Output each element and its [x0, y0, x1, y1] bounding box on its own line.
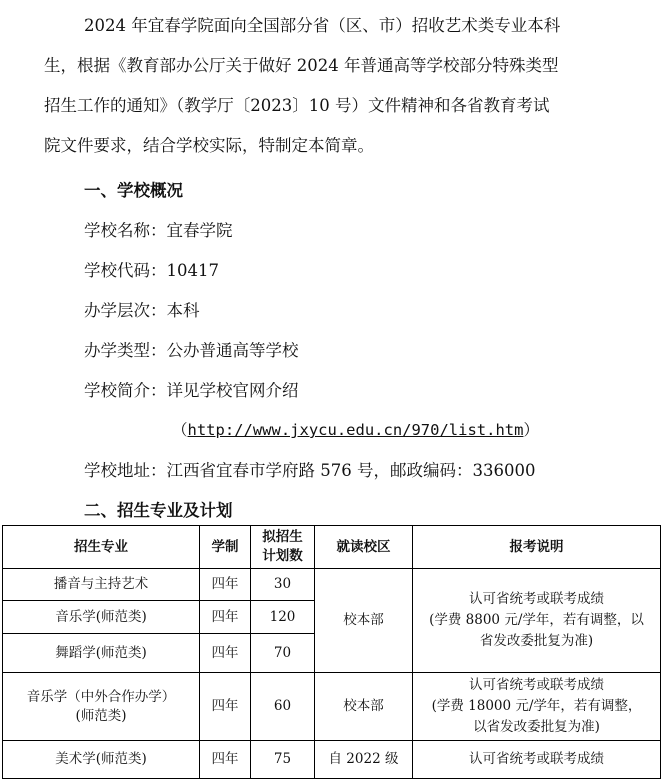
cell-campus: 自 2022 级	[315, 741, 413, 779]
cell-major: 音乐学(师范类)	[3, 601, 200, 634]
cell-notes: 认可省统考或联考成绩 (学费 8800 元/学年，若有调整，以 省发改委批复为准)	[413, 569, 661, 673]
intro-line: 生，根据《教育部办公厅关于做好 2024 年普通高等学校部分特殊类型	[44, 56, 559, 75]
cell-major: 舞蹈学(师范类)	[3, 634, 200, 673]
header-major: 招生专业	[3, 526, 200, 569]
school-code: 学校代码：10417	[84, 261, 219, 280]
cell-years: 四年	[200, 673, 251, 741]
intro-line: 院文件要求，结合学校实际，特制定本简章。	[44, 136, 374, 155]
cell-plan: 70	[251, 634, 315, 673]
header-years: 学制	[200, 526, 251, 569]
school-type: 办学类型：公办普通高等学校	[84, 341, 299, 360]
cell-major: 播音与主持艺术	[3, 569, 200, 601]
school-website	[172, 418, 539, 440]
school-website-link[interactable]: http://www.jxycu.edu.cn/970/list.htm	[187, 421, 524, 439]
cell-notes: 认可省统考或联考成绩	[413, 741, 661, 779]
intro-line: 招生工作的通知》（教学厅〔2023〕10 号）文件精神和各省教育考试	[44, 96, 550, 115]
header-campus: 就读校区	[315, 526, 413, 569]
cell-major: 音乐学（中外合作办学） (师范类)	[3, 673, 200, 741]
cell-notes: 认可省统考或联考成绩 (学费 18000 元/学年，若有调整， 以省发改委批复为准)	[413, 673, 661, 741]
cell-years: 四年	[200, 634, 251, 673]
table-header-row	[3, 526, 661, 569]
url-close-paren: ）	[523, 421, 539, 439]
table-row	[3, 569, 661, 601]
school-intro: 学校简介：详见学校官网介绍	[84, 381, 299, 400]
table-row	[3, 741, 661, 779]
cell-campus: 校本部	[315, 673, 413, 741]
cell-years: 四年	[200, 741, 251, 779]
cell-plan: 75	[251, 741, 315, 779]
cell-plan: 60	[251, 673, 315, 741]
intro-paragraph	[44, 6, 644, 166]
school-level: 办学层次：本科	[84, 301, 200, 320]
header-plan: 拟招生 计划数	[251, 526, 315, 569]
cell-years: 四年	[200, 569, 251, 601]
school-address: 学校地址：江西省宜春市学府路 576 号，邮政编码：336000	[84, 461, 536, 480]
cell-years: 四年	[200, 601, 251, 634]
url-open-paren: （	[172, 421, 188, 439]
header-notes: 报考说明	[413, 526, 661, 569]
intro-line: 2024 年宜春学院面向全国部分省（区、市）招收艺术类专业本科	[84, 16, 561, 35]
section-heading-enrollment-plan: 二、招生专业及计划	[84, 501, 233, 520]
cell-plan: 30	[251, 569, 315, 601]
school-name: 学校名称：宜春学院	[84, 221, 233, 240]
section-heading-school-overview: 一、学校概况	[84, 181, 183, 200]
cell-plan: 120	[251, 601, 315, 634]
enrollment-table	[2, 525, 661, 779]
cell-major: 美术学(师范类)	[3, 741, 200, 779]
table-row	[3, 673, 661, 741]
cell-campus: 校本部	[315, 569, 413, 673]
